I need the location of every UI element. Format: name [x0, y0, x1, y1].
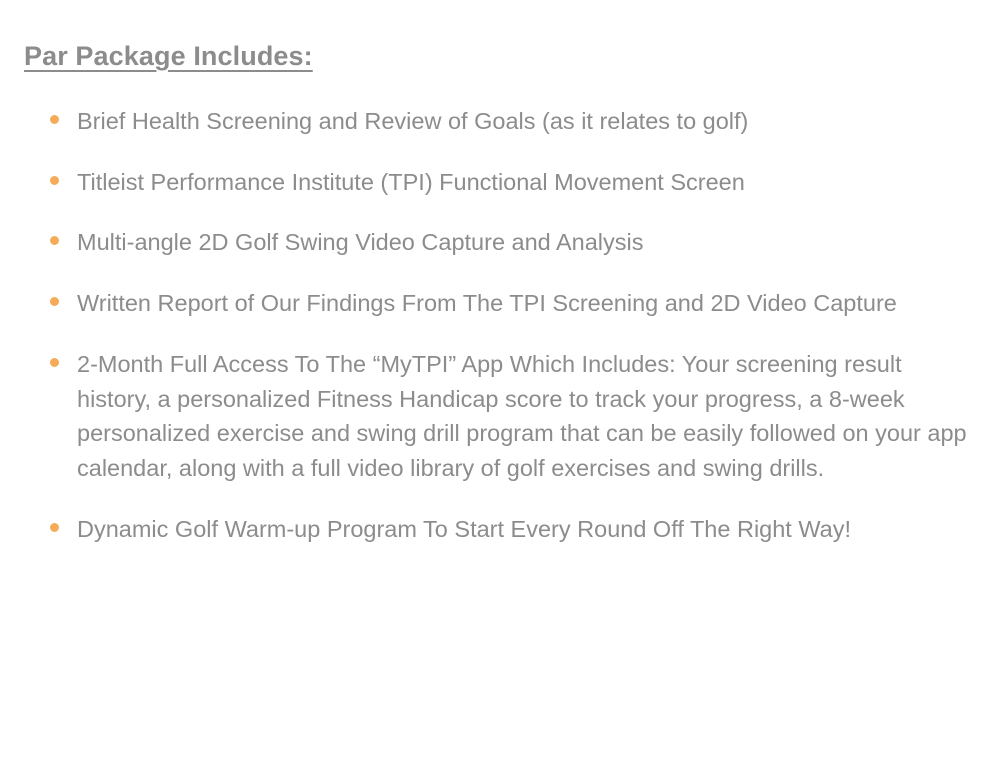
list-item	[50, 286, 976, 321]
list-item-text: 2-Month Full Access To The “MyTPI” App Which Includes: Your screening result history, a personalized Fitness Handicap score to track your progress, a 8-week personalized exercise and swing drill program that can be easily followed on your app calendar, along with a full video library of golf exercises and swing drills.	[77, 350, 967, 482]
bullet-dot-icon	[50, 297, 59, 306]
page-title: Par Package Includes:	[24, 41, 313, 71]
list-item-text: Titleist Performance Institute (TPI) Functional Movement Screen	[77, 168, 745, 195]
list-item	[50, 165, 976, 200]
list-item-text: Multi-angle 2D Golf Swing Video Capture and Analysis	[77, 229, 644, 256]
bullet-dot-icon	[50, 176, 59, 185]
bullet-dot-icon	[50, 236, 59, 245]
list-item-text: Dynamic Golf Warm-up Program To Start Every Round Off The Right Way!	[77, 515, 852, 542]
list-item	[50, 512, 976, 547]
list-item-text: Written Report of Our Findings From The TPI Screening and 2D Video Capture	[77, 290, 897, 317]
list-item	[50, 104, 976, 139]
package-includes-list	[24, 104, 976, 547]
bullet-dot-icon	[50, 115, 59, 124]
bullet-dot-icon	[50, 523, 59, 532]
list-item-text: Brief Health Screening and Review of Goals (as it relates to golf)	[77, 107, 749, 134]
list-item	[50, 347, 976, 486]
list-item	[50, 225, 976, 260]
bullet-dot-icon	[50, 358, 59, 367]
